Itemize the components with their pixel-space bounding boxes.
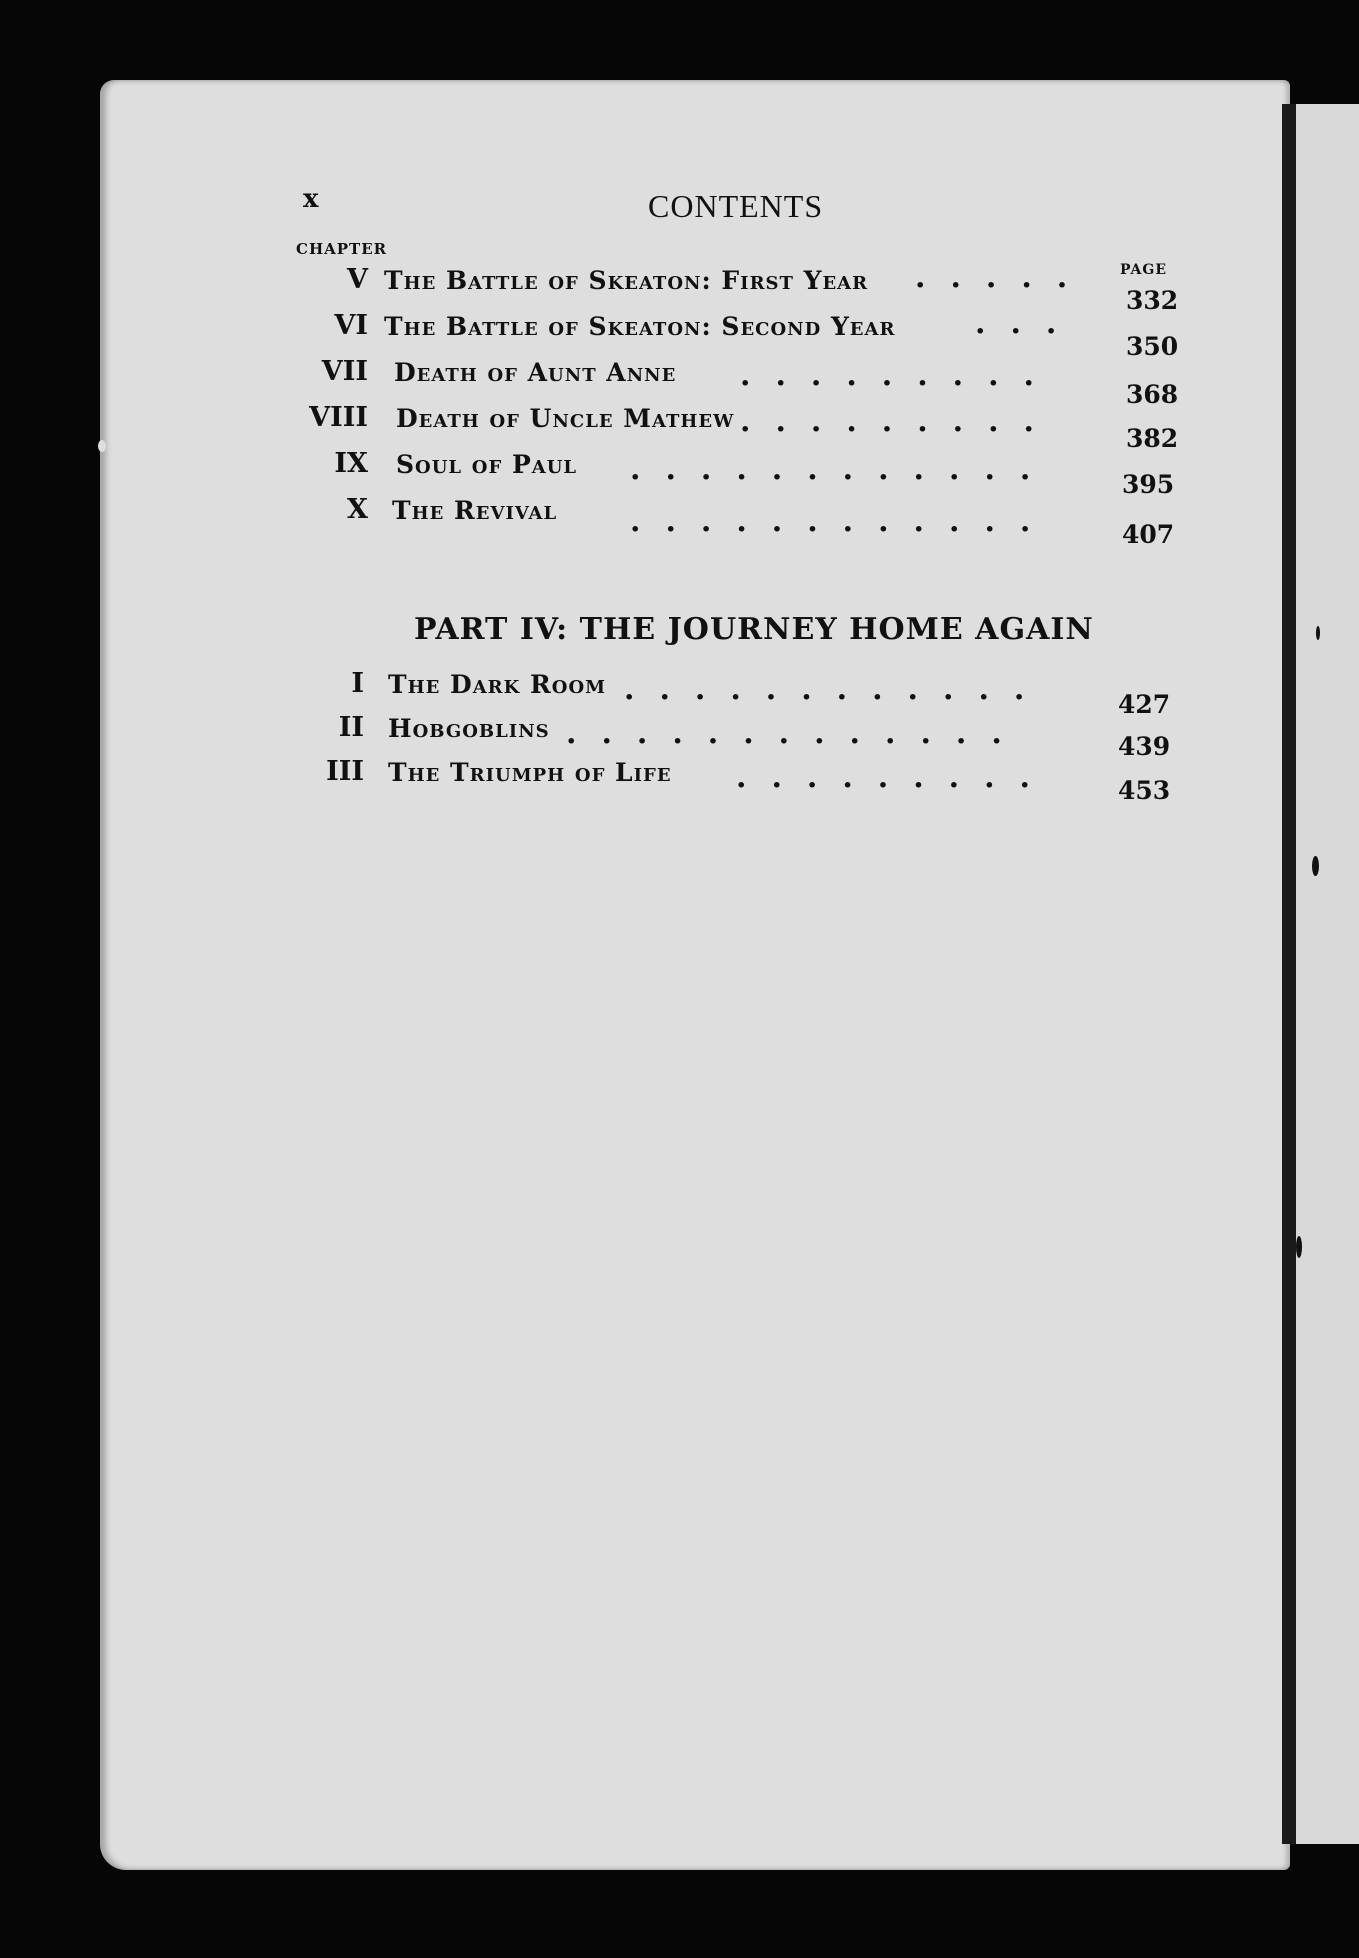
scan-speck [1312, 856, 1319, 876]
leader-dots: ········· [740, 412, 1059, 447]
toc-entry [296, 668, 1196, 719]
chapter-number: VII [321, 356, 368, 387]
chapter-title: The Revival [392, 496, 558, 525]
chapter-page: 407 [1122, 520, 1175, 549]
chapter-number: VI [334, 310, 368, 341]
chapter-column-label: CHAPTER [296, 240, 388, 258]
leader-dots: ········· [736, 768, 1055, 803]
chapter-title: The Triumph of Life [388, 758, 672, 787]
scan-speck [98, 440, 106, 452]
toc-entry [300, 448, 1200, 499]
chapter-number: I [351, 668, 364, 699]
chapter-title: Soul of Paul [396, 450, 578, 479]
chapter-title: The Dark Room [388, 670, 607, 699]
chapter-number: V [347, 264, 368, 295]
leader-dots: ····· [915, 268, 1093, 303]
chapter-page: 350 [1126, 332, 1179, 361]
leader-dots: ············ [630, 460, 1056, 495]
leader-dots: ············ [624, 680, 1050, 715]
toc-entry [300, 264, 1200, 315]
toc-entry [300, 402, 1200, 453]
leader-dots: ········· [740, 366, 1059, 401]
chapter-title: Death of Aunt Anne [394, 358, 677, 387]
facing-page-edge [1296, 104, 1359, 1844]
chapter-title: Death of Uncle Mathew [396, 404, 735, 433]
leader-dots: ············· [566, 724, 1027, 759]
running-head: CONTENTS [648, 188, 824, 224]
chapter-page: 332 [1126, 286, 1179, 315]
chapter-title: The Battle of Skeaton: First Year [384, 266, 869, 295]
chapter-page: 382 [1126, 424, 1179, 453]
page-gutter-edge [1282, 104, 1296, 1844]
toc-entry [300, 494, 1200, 549]
part-heading: PART IV: THE JOURNEY HOME AGAIN [414, 612, 1094, 647]
chapter-number: III [326, 756, 364, 787]
chapter-page: 395 [1122, 470, 1175, 499]
chapter-number: VIII [309, 402, 368, 433]
chapter-number: II [338, 712, 364, 743]
chapter-page: 439 [1118, 732, 1171, 761]
chapter-title: Hobgoblins [388, 714, 550, 743]
chapter-page: 368 [1126, 380, 1179, 409]
chapter-page: 453 [1118, 776, 1171, 805]
leader-dots: ············ [630, 512, 1056, 547]
toc-entry [300, 356, 1200, 409]
chapter-page: 427 [1118, 690, 1171, 719]
leader-dots: ··· [975, 314, 1082, 349]
scan-speck [1296, 1236, 1302, 1258]
chapter-number: IX [334, 448, 368, 479]
chapter-number: X [347, 494, 368, 525]
page-number: x [303, 184, 319, 214]
toc-entry [296, 756, 1196, 805]
toc-entry [296, 712, 1196, 761]
toc-entry [300, 310, 1200, 361]
chapter-title: The Battle of Skeaton: Second Year [384, 312, 896, 341]
page-column-label: PAGE [1120, 262, 1167, 278]
scan-speck [1316, 626, 1320, 640]
